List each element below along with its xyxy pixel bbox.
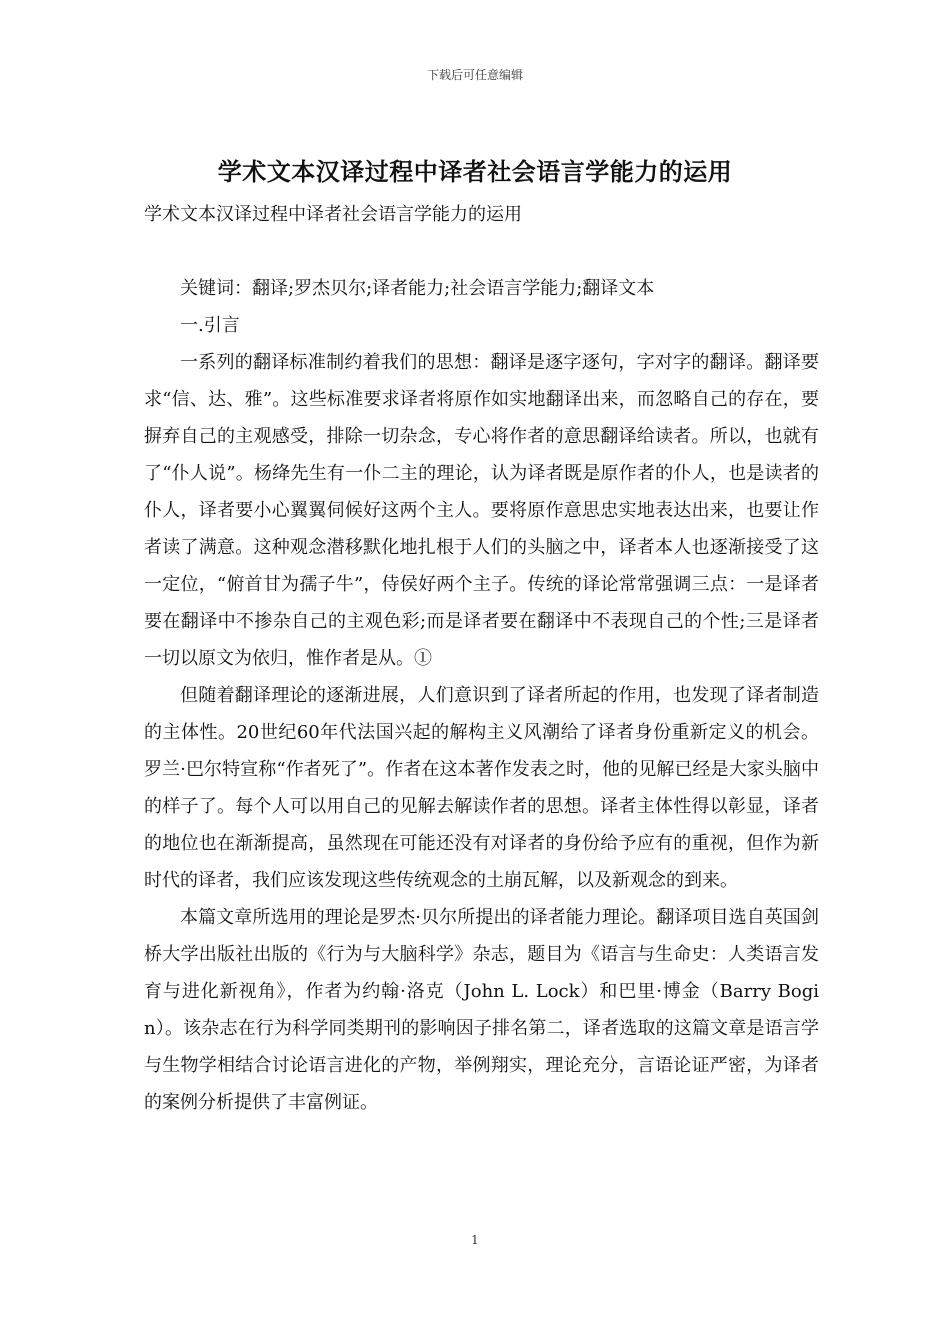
document-title: 学术文本汉译过程中译者社会语言学能力的运用 (217, 157, 733, 186)
body-paragraph: 一系列的翻译标准制约着我们的思想：翻译是逐字逐句，字对字的翻译。翻译要求“信、达、雅”。这些标准要求译者将原作如实地翻译出来，而忽略自己的存在，要摒弃自己的主观感受，排除一切杂念，专心将作者的意思翻译给读者。所以，也就有了“仆人说”。杨绛先生有一仆二主的理论，认为译者既是原作者的仆人，也是读者的仆人，译者要小心翼翼伺候好这两个主人。要将原作意思忠实地表达出来，也要让作者读了满意。这种观念潜移默化地扎根于人们的头脑之中，译者本人也逐渐接受了这一定位，“俯首甘为孺子牛”，侍侯好两个主子。传统的译论常常强调三点：一是译者要在翻译中不掺杂自己的主观色彩;而是译者要在翻译中不表现自己的个性;三是译者一切以原文为依归，惟作者是从。① (144, 352, 819, 669)
body-paragraph: 本篇文章所选用的理论是罗杰·贝尔所提出的译者能力理论。翻译项目选自英国剑桥大学出版社出版的《行为与大脑科学》杂志，题目为《语言与生命史：人类语言发育与进化新视角》，作者为约翰·洛克（John L. Lock）和巴里·博金（Barry Bogin）。该杂志在行为科学同类期刊的影响因子排名第二，译者选取的这篇文章是语言学与生物学相结合讨论语言进化的产物，举例翔实，理论充分，言语论证严密，为译者的案例分析提供了丰富例证。 (144, 907, 819, 1113)
document-subtitle: 学术文本汉译过程中译者社会语言学能力的运用 (144, 204, 522, 225)
document-body (144, 270, 819, 1121)
keywords-line: 关键词：翻译;罗杰贝尔;译者能力;社会语言学能力;翻译文本 (180, 278, 655, 299)
page-number: 1 (471, 1233, 479, 1247)
header-note: 下载后可任意编辑 (426, 68, 523, 82)
section-heading: 一.引言 (180, 315, 240, 336)
body-paragraph: 但随着翻译理论的逐渐进展，人们意识到了译者所起的作用，也发现了译者制造的主体性。20世纪60年代法国兴起的解构主义风潮给了译者身份重新定义的机会。罗兰·巴尔特宣称“作者死了”。作者在这本著作发表之时，他的见解已经是大家头脑中的样子了。每个人可以用自己的见解去解读作者的思想。译者主体性得以彰显，译者的地位也在渐渐提高，虽然现在可能还没有对译者的身份给予应有的重视，但作为新时代的译者，我们应该发现这些传统观念的土崩瓦解，以及新观念的到来。 (144, 685, 819, 891)
